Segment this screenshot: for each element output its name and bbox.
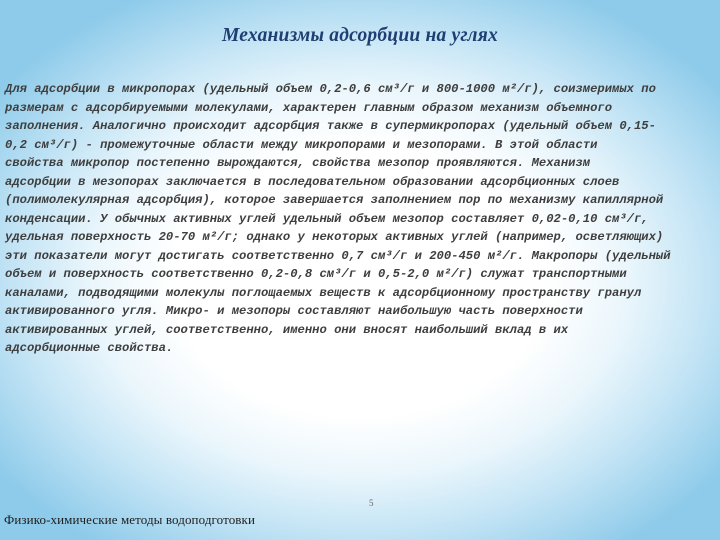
- body-line: адсорбционные свойства.: [5, 341, 174, 355]
- page-number: 5: [369, 498, 374, 508]
- body-line: эти показатели могут достигать соответственно 0,7 см³/г и 200-450 м²/г. Макропоры (удельный: [5, 248, 671, 263]
- body-line: свойства микропор постепенно вырождаются, свойства мезопор проявляются. Механизм: [5, 156, 591, 170]
- body-line: размерам с адсорбируемыми молекулами, характерен главным образом механизм объемного: [5, 100, 613, 115]
- body-line: 0,2 см³/г) - промежуточные области между микропорами и мезопорами. В этой области: [5, 137, 598, 152]
- body-line: объем и поверхность соответственно 0,2-0,8 см³/г и 0,5-2,0 м²/г) служат транспортными: [5, 267, 627, 281]
- body-line: удельная поверхность 20-70 м²/г; однако у некоторых активных углей (например, осветляющих): [5, 230, 664, 244]
- body-line: активированных углей, соответственно, именно они вносят наибольший вклад в их: [5, 322, 569, 337]
- body-line: Для адсорбции в микропорах (удельный объем 0,2-0,6 см³/г и 800-1000 м²/г), соизмеримых по: [5, 82, 656, 96]
- slide-body-text: [5, 80, 711, 358]
- body-line: заполнения. Аналогично происходит адсорбция также в супермикропорах (удельный объем 0,15-: [5, 119, 656, 133]
- body-line: каналами, подводящими молекулы поглощаемых веществ к адсорбционному пространству гранул: [5, 285, 642, 300]
- body-line: (полимолекулярная адсорбция), которое завершается заполнением пор по механизму капиллярной: [5, 193, 664, 207]
- slide-title: Механизмы адсорбции на углях: [222, 25, 498, 46]
- footer-text: Физико-химические методы водоподготовки: [4, 512, 256, 527]
- body-line: конденсации. У обычных активных углей удельный объем мезопор составляет 0,02-0,10 см³/г,: [5, 211, 649, 226]
- body-line: активированного угля. Микро- и мезопоры составляют наибольшую часть поверхности: [5, 304, 583, 318]
- body-line: адсорбции в мезопорах заключается в последовательном образовании адсорбционных слоев: [5, 174, 620, 189]
